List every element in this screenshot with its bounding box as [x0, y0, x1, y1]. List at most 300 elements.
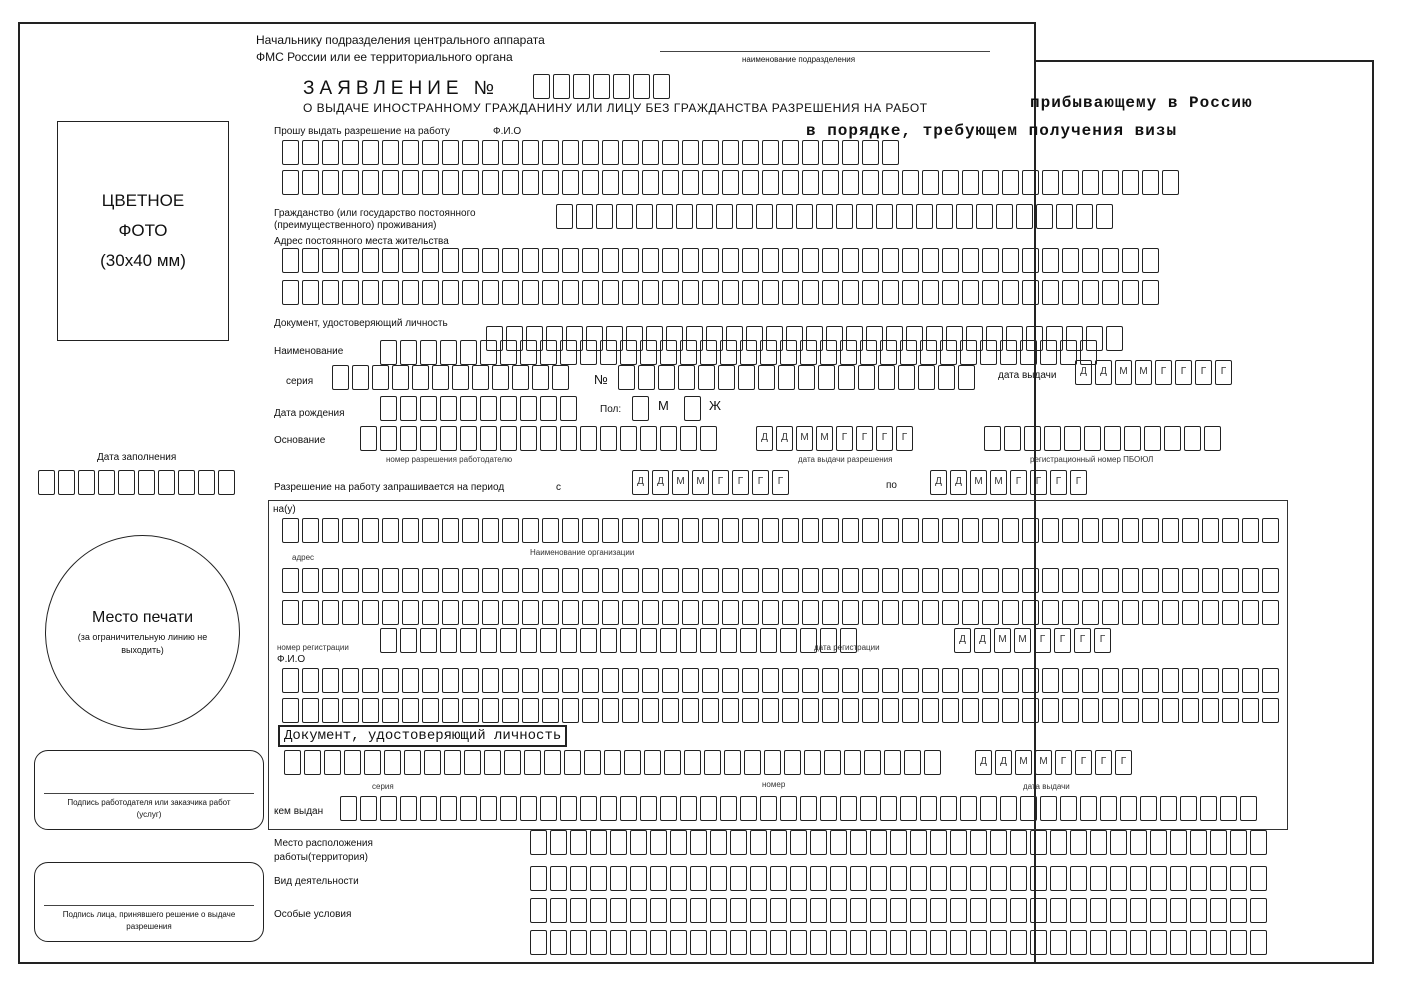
- input-cell[interactable]: [560, 396, 577, 421]
- input-cell[interactable]: [504, 750, 521, 775]
- input-cell[interactable]: [682, 140, 699, 165]
- input-cell[interactable]: [580, 796, 597, 821]
- input-cell[interactable]: [622, 600, 639, 625]
- basis-reg-number-boxes[interactable]: [984, 426, 1221, 451]
- input-cell[interactable]: [302, 170, 319, 195]
- input-cell[interactable]: [1042, 568, 1059, 593]
- input-cell[interactable]: Д: [632, 470, 649, 495]
- input-cell[interactable]: [1210, 866, 1227, 891]
- input-cell[interactable]: [1010, 898, 1027, 923]
- input-cell[interactable]: [282, 698, 299, 723]
- input-cell[interactable]: [462, 668, 479, 693]
- input-cell[interactable]: [670, 898, 687, 923]
- input-cell[interactable]: [1062, 600, 1079, 625]
- input-cell[interactable]: [520, 396, 537, 421]
- input-cell[interactable]: Г: [1074, 628, 1091, 653]
- input-cell[interactable]: [936, 204, 953, 229]
- input-cell[interactable]: [384, 750, 401, 775]
- input-cell[interactable]: [760, 340, 777, 365]
- input-cell[interactable]: [380, 426, 397, 451]
- input-cell[interactable]: [950, 866, 967, 891]
- input-cell[interactable]: [700, 628, 717, 653]
- input-cell[interactable]: [990, 866, 1007, 891]
- input-cell[interactable]: [740, 628, 757, 653]
- input-cell[interactable]: [600, 340, 617, 365]
- input-cell[interactable]: [990, 898, 1007, 923]
- input-cell[interactable]: [790, 898, 807, 923]
- input-cell[interactable]: [990, 930, 1007, 955]
- input-cell[interactable]: Г: [1094, 628, 1111, 653]
- input-cell[interactable]: [362, 668, 379, 693]
- input-cell[interactable]: [562, 248, 579, 273]
- input-cell[interactable]: Г: [772, 470, 789, 495]
- input-cell[interactable]: [622, 280, 639, 305]
- input-cell[interactable]: [520, 426, 537, 451]
- input-cell[interactable]: [576, 204, 593, 229]
- input-cell[interactable]: [362, 518, 379, 543]
- input-cell[interactable]: [542, 170, 559, 195]
- input-cell[interactable]: [610, 830, 627, 855]
- input-cell[interactable]: [322, 600, 339, 625]
- input-cell[interactable]: [682, 668, 699, 693]
- input-cell[interactable]: [696, 204, 713, 229]
- input-cell[interactable]: [662, 248, 679, 273]
- input-cell[interactable]: [178, 470, 195, 495]
- input-cell[interactable]: [550, 898, 567, 923]
- input-cell[interactable]: Г: [1215, 360, 1232, 385]
- input-cell[interactable]: [842, 568, 859, 593]
- input-cell[interactable]: [836, 204, 853, 229]
- input-cell[interactable]: [322, 140, 339, 165]
- input-cell[interactable]: [530, 930, 547, 955]
- input-cell[interactable]: [678, 365, 695, 390]
- input-cell[interactable]: [302, 600, 319, 625]
- input-cell[interactable]: [400, 796, 417, 821]
- input-cell[interactable]: [382, 280, 399, 305]
- input-cell[interactable]: [613, 74, 630, 99]
- input-cell[interactable]: [1110, 898, 1127, 923]
- input-cell[interactable]: [502, 170, 519, 195]
- input-cell[interactable]: [138, 470, 155, 495]
- input-cell[interactable]: [962, 518, 979, 543]
- input-cell[interactable]: [422, 140, 439, 165]
- input-cell[interactable]: [422, 698, 439, 723]
- basis-permit-number-boxes[interactable]: [360, 426, 717, 451]
- input-cell[interactable]: [360, 796, 377, 821]
- input-cell[interactable]: [570, 898, 587, 923]
- input-cell[interactable]: [942, 668, 959, 693]
- input-cell[interactable]: [500, 340, 517, 365]
- input-cell[interactable]: [930, 898, 947, 923]
- input-cell[interactable]: [922, 248, 939, 273]
- input-cell[interactable]: М: [1035, 750, 1052, 775]
- input-cell[interactable]: Д: [975, 750, 992, 775]
- input-cell[interactable]: [844, 750, 861, 775]
- input-cell[interactable]: [682, 248, 699, 273]
- input-cell[interactable]: М: [1115, 360, 1132, 385]
- input-cell[interactable]: [573, 74, 590, 99]
- input-cell[interactable]: [802, 248, 819, 273]
- input-cell[interactable]: [822, 600, 839, 625]
- input-cell[interactable]: [1142, 698, 1159, 723]
- input-cell[interactable]: [322, 698, 339, 723]
- input-cell[interactable]: [730, 930, 747, 955]
- input-cell[interactable]: [662, 668, 679, 693]
- input-cell[interactable]: [862, 600, 879, 625]
- input-cell[interactable]: [982, 248, 999, 273]
- input-cell[interactable]: [402, 170, 419, 195]
- input-cell[interactable]: [1096, 204, 1113, 229]
- input-cell[interactable]: [1000, 796, 1017, 821]
- input-cell[interactable]: [760, 796, 777, 821]
- input-cell[interactable]: [976, 204, 993, 229]
- input-cell[interactable]: [642, 518, 659, 543]
- input-cell[interactable]: [782, 248, 799, 273]
- input-cell[interactable]: [970, 898, 987, 923]
- input-cell[interactable]: [402, 568, 419, 593]
- input-cell[interactable]: [522, 518, 539, 543]
- input-cell[interactable]: [922, 170, 939, 195]
- input-cell[interactable]: [622, 170, 639, 195]
- input-cell[interactable]: [682, 170, 699, 195]
- input-cell[interactable]: [700, 796, 717, 821]
- input-cell[interactable]: [838, 365, 855, 390]
- input-cell[interactable]: [582, 698, 599, 723]
- input-cell[interactable]: [540, 628, 557, 653]
- input-cell[interactable]: [1124, 426, 1141, 451]
- input-cell[interactable]: [420, 796, 437, 821]
- input-cell[interactable]: [582, 600, 599, 625]
- input-cell[interactable]: [1076, 204, 1093, 229]
- input-cell[interactable]: [682, 280, 699, 305]
- input-cell[interactable]: [1182, 568, 1199, 593]
- input-cell[interactable]: [322, 668, 339, 693]
- input-cell[interactable]: [540, 396, 557, 421]
- input-cell[interactable]: [690, 830, 707, 855]
- input-cell[interactable]: [1030, 866, 1047, 891]
- input-cell[interactable]: [800, 340, 817, 365]
- input-cell[interactable]: [440, 426, 457, 451]
- input-cell[interactable]: [553, 74, 570, 99]
- input-cell[interactable]: [442, 518, 459, 543]
- input-cell[interactable]: [442, 248, 459, 273]
- input-cell[interactable]: Г: [1034, 628, 1051, 653]
- input-cell[interactable]: [1162, 568, 1179, 593]
- input-cell[interactable]: [1020, 340, 1037, 365]
- input-cell[interactable]: [622, 248, 639, 273]
- input-cell[interactable]: [362, 568, 379, 593]
- input-cell[interactable]: [1010, 830, 1027, 855]
- input-cell[interactable]: [950, 930, 967, 955]
- input-cell[interactable]: [440, 628, 457, 653]
- input-cell[interactable]: [862, 698, 879, 723]
- input-cell[interactable]: [1242, 568, 1259, 593]
- input-cell[interactable]: [902, 280, 919, 305]
- input-cell[interactable]: [482, 140, 499, 165]
- input-cell[interactable]: [562, 668, 579, 693]
- input-cell[interactable]: [880, 340, 897, 365]
- input-cell[interactable]: [962, 248, 979, 273]
- input-cell[interactable]: [362, 280, 379, 305]
- input-cell[interactable]: [958, 365, 975, 390]
- input-cell[interactable]: [342, 698, 359, 723]
- input-cell[interactable]: [1184, 426, 1201, 451]
- input-cell[interactable]: [364, 750, 381, 775]
- input-cell[interactable]: [590, 830, 607, 855]
- input-cell[interactable]: [802, 140, 819, 165]
- input-cell[interactable]: [822, 668, 839, 693]
- input-cell[interactable]: [680, 628, 697, 653]
- input-cell[interactable]: [1042, 170, 1059, 195]
- input-cell[interactable]: [282, 668, 299, 693]
- input-cell[interactable]: [722, 170, 739, 195]
- input-cell[interactable]: [730, 898, 747, 923]
- input-cell[interactable]: [690, 930, 707, 955]
- input-cell[interactable]: [724, 750, 741, 775]
- input-cell[interactable]: [1100, 796, 1117, 821]
- input-cell[interactable]: [482, 518, 499, 543]
- input-cell[interactable]: [302, 280, 319, 305]
- input-cell[interactable]: [622, 568, 639, 593]
- input-cell[interactable]: [460, 796, 477, 821]
- input-cell[interactable]: [742, 518, 759, 543]
- input-cell[interactable]: [810, 866, 827, 891]
- input-cell[interactable]: [680, 340, 697, 365]
- input-cell[interactable]: [540, 796, 557, 821]
- input-cell[interactable]: [1082, 698, 1099, 723]
- input-cell[interactable]: [380, 628, 397, 653]
- input-cell[interactable]: [830, 830, 847, 855]
- input-cell[interactable]: [602, 280, 619, 305]
- employer-doc-series-boxes[interactable]: [284, 750, 941, 775]
- input-cell[interactable]: [420, 426, 437, 451]
- input-cell[interactable]: [1070, 898, 1087, 923]
- input-cell[interactable]: [562, 568, 579, 593]
- input-cell[interactable]: [722, 518, 739, 543]
- input-cell[interactable]: [512, 365, 529, 390]
- input-cell[interactable]: [550, 930, 567, 955]
- input-cell[interactable]: [1202, 600, 1219, 625]
- input-cell[interactable]: Г: [1055, 750, 1072, 775]
- input-cell[interactable]: [542, 518, 559, 543]
- input-cell[interactable]: [1210, 830, 1227, 855]
- input-cell[interactable]: [882, 518, 899, 543]
- input-cell[interactable]: [850, 898, 867, 923]
- input-cell[interactable]: [362, 600, 379, 625]
- input-cell[interactable]: [400, 340, 417, 365]
- input-cell[interactable]: [902, 600, 919, 625]
- input-cell[interactable]: [1162, 600, 1179, 625]
- input-cell[interactable]: М: [796, 426, 813, 451]
- input-cell[interactable]: [720, 628, 737, 653]
- input-cell[interactable]: [918, 365, 935, 390]
- input-cell[interactable]: [862, 140, 879, 165]
- input-cell[interactable]: [910, 930, 927, 955]
- input-cell[interactable]: [1082, 248, 1099, 273]
- input-cell[interactable]: [620, 426, 637, 451]
- input-cell[interactable]: [620, 340, 637, 365]
- input-cell[interactable]: [650, 866, 667, 891]
- input-cell[interactable]: [580, 340, 597, 365]
- input-cell[interactable]: [360, 426, 377, 451]
- input-cell[interactable]: [1250, 930, 1267, 955]
- input-cell[interactable]: [382, 248, 399, 273]
- input-cell[interactable]: [602, 248, 619, 273]
- input-cell[interactable]: [340, 796, 357, 821]
- input-cell[interactable]: [738, 365, 755, 390]
- input-cell[interactable]: [1262, 518, 1279, 543]
- input-cell[interactable]: [1222, 568, 1239, 593]
- input-cell[interactable]: [522, 248, 539, 273]
- input-cell[interactable]: [1036, 204, 1053, 229]
- employer-fio-boxes-row-1[interactable]: [282, 668, 1279, 693]
- input-cell[interactable]: [650, 898, 667, 923]
- input-cell[interactable]: [770, 898, 787, 923]
- input-cell[interactable]: Г: [1050, 470, 1067, 495]
- input-cell[interactable]: [716, 204, 733, 229]
- input-cell[interactable]: [1110, 866, 1127, 891]
- input-cell[interactable]: [1170, 866, 1187, 891]
- input-cell[interactable]: [302, 668, 319, 693]
- input-cell[interactable]: [1030, 898, 1047, 923]
- input-cell[interactable]: [742, 170, 759, 195]
- input-cell[interactable]: [158, 470, 175, 495]
- input-cell[interactable]: [1084, 426, 1101, 451]
- input-cell[interactable]: [742, 668, 759, 693]
- input-cell[interactable]: [442, 668, 459, 693]
- input-cell[interactable]: [1050, 830, 1067, 855]
- input-cell[interactable]: [950, 830, 967, 855]
- input-cell[interactable]: [1262, 698, 1279, 723]
- input-cell[interactable]: [1042, 698, 1059, 723]
- input-cell[interactable]: Д: [995, 750, 1012, 775]
- input-cell[interactable]: [704, 750, 721, 775]
- input-cell[interactable]: [650, 830, 667, 855]
- input-cell[interactable]: [452, 365, 469, 390]
- input-cell[interactable]: [970, 830, 987, 855]
- input-cell[interactable]: [482, 568, 499, 593]
- input-cell[interactable]: [542, 698, 559, 723]
- input-cell[interactable]: [962, 568, 979, 593]
- input-cell[interactable]: [400, 628, 417, 653]
- input-cell[interactable]: [982, 698, 999, 723]
- input-cell[interactable]: [982, 600, 999, 625]
- input-cell[interactable]: [432, 365, 449, 390]
- input-cell[interactable]: [1102, 280, 1119, 305]
- input-cell[interactable]: [362, 248, 379, 273]
- input-cell[interactable]: [322, 568, 339, 593]
- input-cell[interactable]: [900, 796, 917, 821]
- input-cell[interactable]: [402, 280, 419, 305]
- input-cell[interactable]: [584, 750, 601, 775]
- input-cell[interactable]: [942, 698, 959, 723]
- input-cell[interactable]: [502, 600, 519, 625]
- input-cell[interactable]: [198, 470, 215, 495]
- input-cell[interactable]: [642, 668, 659, 693]
- input-cell[interactable]: [700, 426, 717, 451]
- input-cell[interactable]: [420, 396, 437, 421]
- input-cell[interactable]: [922, 568, 939, 593]
- input-cell[interactable]: [442, 140, 459, 165]
- input-cell[interactable]: [720, 340, 737, 365]
- input-cell[interactable]: [750, 830, 767, 855]
- input-cell[interactable]: [722, 248, 739, 273]
- special-conditions-boxes-row-2[interactable]: [530, 930, 1267, 955]
- input-cell[interactable]: [942, 170, 959, 195]
- input-cell[interactable]: [684, 750, 701, 775]
- input-cell[interactable]: [1062, 568, 1079, 593]
- input-cell[interactable]: [342, 600, 359, 625]
- input-cell[interactable]: [1230, 930, 1247, 955]
- input-cell[interactable]: [862, 248, 879, 273]
- input-cell[interactable]: [862, 280, 879, 305]
- input-cell[interactable]: [1182, 668, 1199, 693]
- input-cell[interactable]: [602, 668, 619, 693]
- input-cell[interactable]: М: [990, 470, 1007, 495]
- input-cell[interactable]: [722, 280, 739, 305]
- input-cell[interactable]: [780, 340, 797, 365]
- input-cell[interactable]: [710, 866, 727, 891]
- issued-by-boxes[interactable]: [340, 796, 1257, 821]
- input-cell[interactable]: [1082, 600, 1099, 625]
- input-cell[interactable]: Д: [652, 470, 669, 495]
- input-cell[interactable]: [1150, 898, 1167, 923]
- sex-m-box[interactable]: [632, 396, 649, 421]
- input-cell[interactable]: [742, 140, 759, 165]
- input-cell[interactable]: [532, 365, 549, 390]
- input-cell[interactable]: Д: [1075, 360, 1092, 385]
- input-cell[interactable]: [782, 568, 799, 593]
- input-cell[interactable]: [802, 600, 819, 625]
- input-cell[interactable]: [742, 698, 759, 723]
- input-cell[interactable]: [1016, 204, 1033, 229]
- input-cell[interactable]: [402, 518, 419, 543]
- input-cell[interactable]: [632, 396, 649, 421]
- input-cell[interactable]: [702, 698, 719, 723]
- input-cell[interactable]: [332, 365, 349, 390]
- input-cell[interactable]: [482, 668, 499, 693]
- input-cell[interactable]: [402, 668, 419, 693]
- input-cell[interactable]: [800, 628, 817, 653]
- input-cell[interactable]: [400, 396, 417, 421]
- input-cell[interactable]: [582, 668, 599, 693]
- input-cell[interactable]: [736, 204, 753, 229]
- input-cell[interactable]: [1142, 518, 1159, 543]
- input-cell[interactable]: [596, 204, 613, 229]
- input-cell[interactable]: [922, 518, 939, 543]
- input-cell[interactable]: [902, 518, 919, 543]
- input-cell[interactable]: [302, 518, 319, 543]
- input-cell[interactable]: [1044, 426, 1061, 451]
- input-cell[interactable]: [302, 568, 319, 593]
- input-cell[interactable]: [472, 365, 489, 390]
- input-cell[interactable]: [582, 280, 599, 305]
- input-cell[interactable]: [910, 898, 927, 923]
- input-cell[interactable]: [556, 204, 573, 229]
- input-cell[interactable]: [1122, 280, 1139, 305]
- input-cell[interactable]: [922, 280, 939, 305]
- input-cell[interactable]: [402, 140, 419, 165]
- input-cell[interactable]: [938, 365, 955, 390]
- input-cell[interactable]: [710, 930, 727, 955]
- input-cell[interactable]: [462, 600, 479, 625]
- input-cell[interactable]: [542, 140, 559, 165]
- input-cell[interactable]: [904, 750, 921, 775]
- input-cell[interactable]: [542, 668, 559, 693]
- input-cell[interactable]: [502, 698, 519, 723]
- input-cell[interactable]: [662, 698, 679, 723]
- input-cell[interactable]: [1082, 170, 1099, 195]
